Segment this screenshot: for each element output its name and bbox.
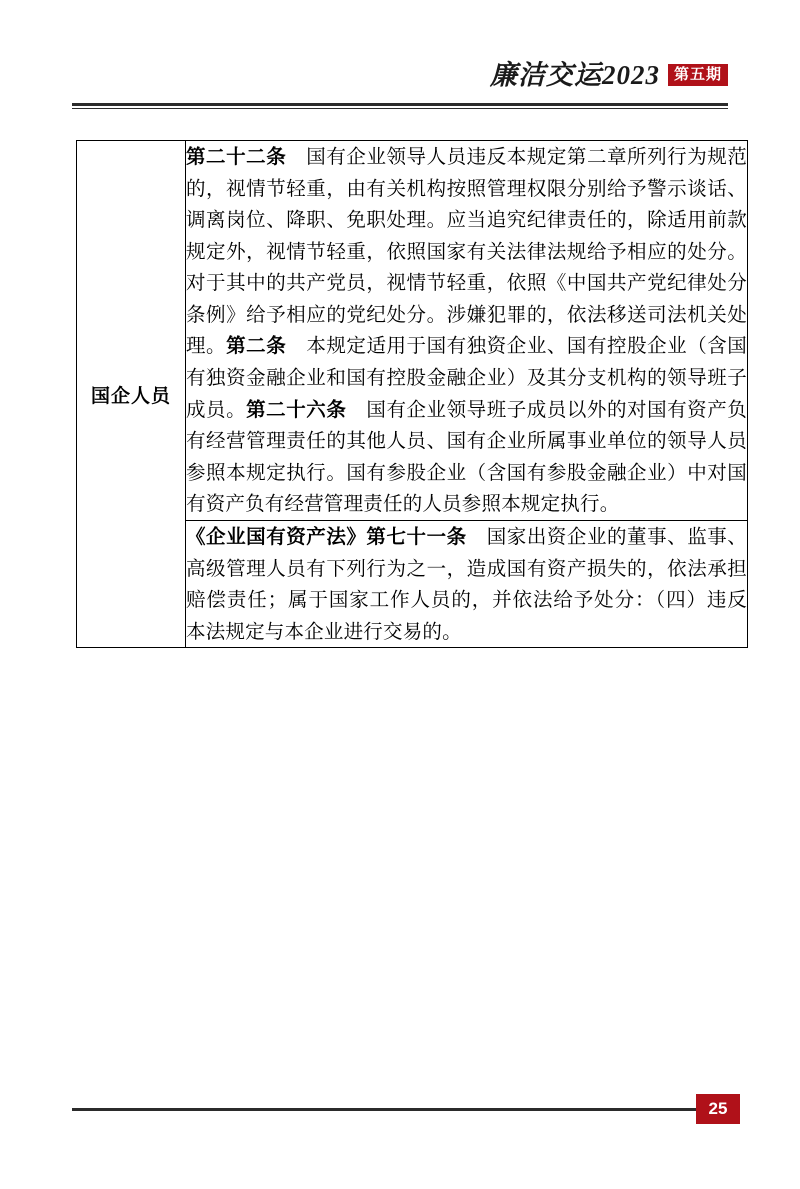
header-title: 廉洁交运2023 [489,60,660,90]
body-cell-2 [186,520,748,647]
header-rule-thin [72,108,728,109]
table-row [77,141,748,521]
body-cell-1 [186,141,748,521]
header-rule-thick [72,103,728,106]
footer-rule [72,1108,708,1111]
paragraph-2: 《企业国有资产法》第七十一条 国家出资企业的董事、监事、高级管理人员有下列行为之一，造成国有资产损失的，依法承担赔偿责任；属于国家工作人员的，并依法给予处分：（四）违反本法规定与本企业进行交易的。 [186,524,747,643]
page-header [490,62,728,89]
paragraph-1: 第二十二条 国有企业领导人员违反本规定第二章所列行为规范的，视情节轻重，由有关机构按照管理权限分别给予警示谈话、调离岗位、降职、免职处理。应当追究纪律责任的，除适用前款规定外，视情节轻重，依照国家有关法律法规给予相应的处分。对于其中的共产党员，视情节轻重，依照《中国共产党纪律处分条例》给予相应的党纪处分。涉嫌犯罪的，依法移送司法机关处理。第二条 本规定适用于国有独资企业、国有控股企业（含国有独资金融企业和国有控股金融企业）及其分支机构的领导班子成员。第二十六条 国有企业领导班子成员以外的对国有资产负有经营管理责任的其他人员、国有企业所属事业单位的领导人员参照本规定执行。国有参股企业（含国有参股金融企业）中对国有资产负有经营管理责任的人员参照本规定执行。 [186,145,748,516]
page-number-badge: 25 [696,1094,740,1124]
row-label-cell: 国企人员 [77,141,186,648]
header-issue-badge: 第五期 [668,64,728,86]
content-table [76,140,748,648]
